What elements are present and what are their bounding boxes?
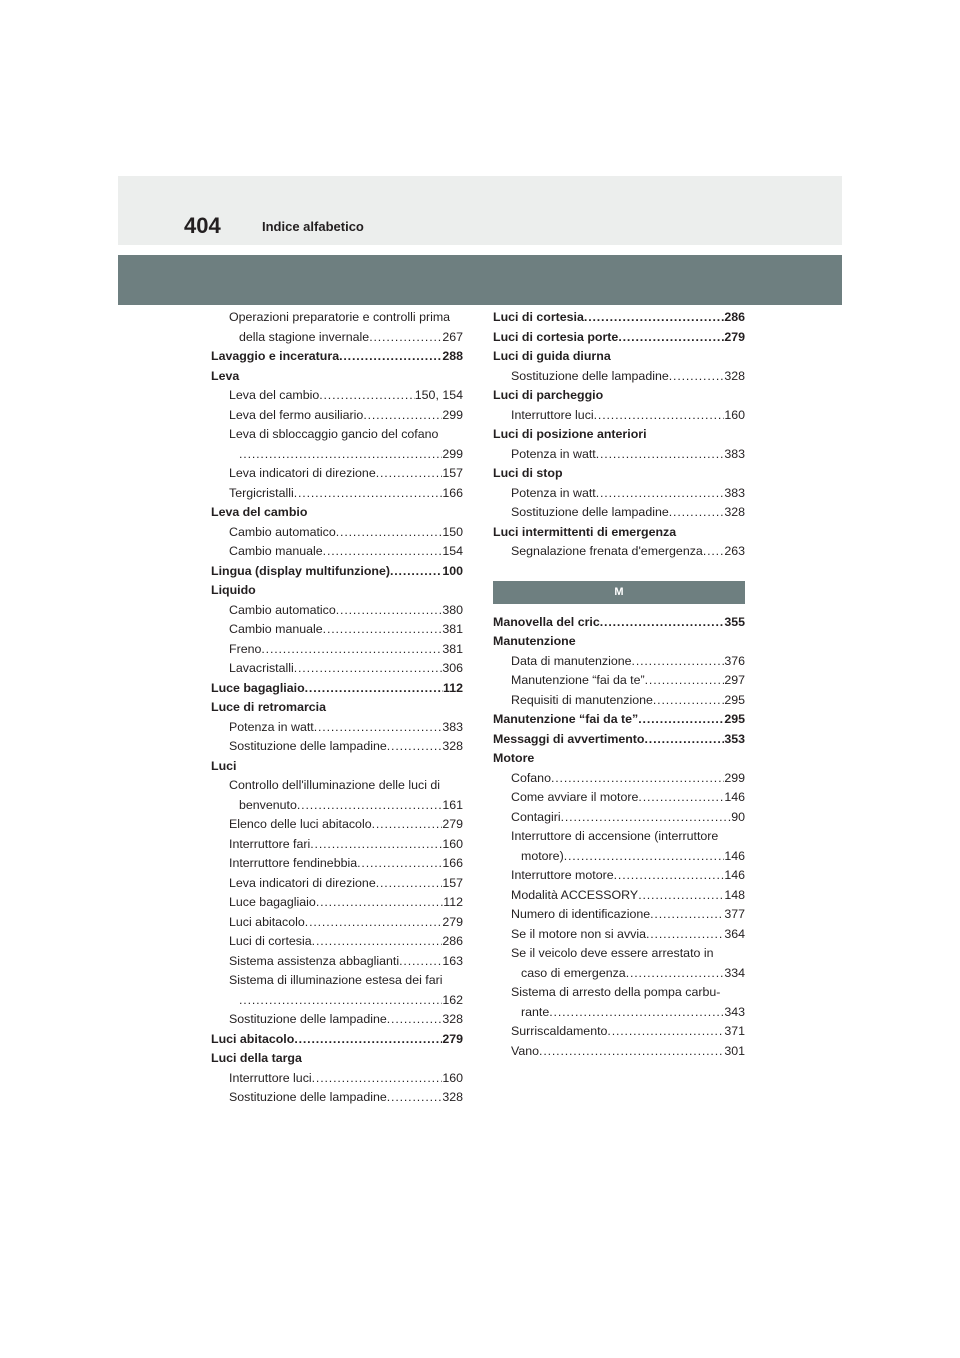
index-subentry: [493, 905, 745, 925]
entry-text: Interruttore motore: [511, 868, 614, 882]
page-reference: 297: [724, 673, 745, 687]
index-entry: [211, 679, 463, 699]
index-subentry: [211, 1069, 463, 1089]
page-reference: 279: [724, 329, 745, 344]
page-reference: 150, 154: [414, 388, 463, 402]
entry-text: Luce di retromarcia: [211, 700, 327, 714]
index-subentry: [211, 893, 463, 913]
entry-text: Lingua (display multifunzione): [211, 563, 390, 578]
index-entry: [493, 308, 745, 328]
entry-text: Luce bagagliaio: [211, 680, 305, 695]
index-entry: [493, 749, 745, 769]
dot-leader: [261, 640, 442, 660]
page-reference: 380: [442, 602, 463, 617]
index-entry: [211, 503, 463, 523]
index-subentry: [211, 1010, 463, 1030]
index-subentry: [211, 1088, 463, 1108]
entry-list-left: [211, 308, 463, 1108]
index-entry: [493, 328, 745, 348]
index-entry: [211, 757, 463, 777]
index-subentry: [211, 308, 463, 328]
page-reference: 299: [442, 407, 463, 422]
dot-leader: [363, 406, 442, 426]
dot-leader: [618, 328, 724, 348]
entry-text: Tergicristalli: [229, 485, 294, 500]
index-subentry: [493, 925, 745, 945]
dot-leader: [305, 679, 443, 699]
dot-leader: [294, 484, 443, 504]
page-reference: 161: [442, 797, 463, 812]
dot-leader: [310, 835, 442, 855]
page-reference: 267: [442, 329, 463, 344]
page-reference: 299: [724, 770, 745, 785]
entry-text: della stagione invernale: [239, 329, 370, 344]
entry-text: Luci: [211, 758, 237, 773]
entry-text: Interruttore fari: [229, 836, 311, 851]
dot-leader: [539, 1042, 724, 1062]
entry-list-right-bottom: [493, 613, 745, 1062]
entry-text: Leva del cambio: [229, 388, 320, 402]
page-reference: 376: [724, 653, 745, 668]
dot-leader: [703, 542, 725, 562]
entry-text: Data di manutenzione: [511, 653, 632, 668]
index-subentry: [493, 808, 745, 828]
index-entry-continuation: [211, 328, 463, 348]
entry-text: Leva indicatori di direzione: [229, 466, 376, 480]
entry-text: Luci abitacolo: [229, 914, 305, 929]
entry-text: Luci di parcheggio: [493, 388, 604, 402]
entry-text: Interruttore fendinebbia: [229, 856, 358, 870]
dot-leader: [584, 308, 724, 328]
index-subentry: [493, 503, 745, 523]
entry-text: Luci di cortesia porte: [493, 329, 619, 344]
page-reference: 100: [442, 563, 463, 578]
dot-leader: [372, 815, 443, 835]
dot-leader: [607, 1022, 724, 1042]
entry-text: Se il veicolo deve essere arrestato in: [511, 946, 714, 960]
entry-text: Freno: [229, 641, 262, 656]
dot-leader: [376, 874, 443, 894]
page-reference: 353: [724, 731, 745, 746]
page-reference: 112: [443, 895, 463, 909]
index-subentry: [493, 484, 745, 504]
index-subentry: [493, 1022, 745, 1042]
entry-text: Leva del fermo ausiliario: [229, 407, 364, 422]
index-subentry: [211, 523, 463, 543]
dot-leader: [336, 601, 443, 621]
page-reference: 166: [442, 856, 463, 870]
page-reference: 381: [442, 641, 463, 656]
index-subentry: [493, 652, 745, 672]
index-subentry: [493, 944, 745, 964]
entry-text: Requisiti di manutenzione: [511, 692, 653, 707]
dot-leader: [650, 905, 724, 925]
page-reference: 163: [442, 953, 463, 968]
page-reference: 295: [724, 712, 745, 726]
entry-text: Luci di cortesia: [493, 310, 584, 324]
section-title: Indice alfabetico: [262, 219, 364, 234]
index-subentry: [211, 932, 463, 952]
entry-text: Leva: [211, 368, 240, 383]
dot-leader: [339, 347, 442, 367]
page-reference: 263: [724, 544, 745, 558]
index-subentry: [493, 983, 745, 1003]
dot-leader: [294, 659, 443, 679]
entry-text: Luci abitacolo: [211, 1031, 295, 1046]
letter-section-label: M: [614, 586, 624, 598]
page-reference: 160: [442, 836, 463, 851]
entry-text: Motore: [493, 751, 535, 765]
dot-leader: [319, 386, 415, 406]
page-reference: 160: [724, 407, 745, 422]
index-column-left: [211, 308, 463, 1108]
entry-text: Liquido: [211, 583, 256, 597]
entry-text: Manutenzione “fai da te”: [493, 712, 639, 726]
dot-leader: [646, 925, 724, 945]
index-subentry: [211, 425, 463, 445]
page-reference: 146: [724, 848, 745, 863]
page-reference: 112: [443, 680, 463, 695]
page-reference: 288: [442, 349, 463, 363]
index-subentry: [493, 769, 745, 789]
dot-leader: [357, 854, 442, 874]
dot-leader: [323, 542, 443, 562]
dot-leader: [323, 620, 443, 640]
index-subentry: [493, 671, 745, 691]
entry-text: Manovella del cric: [493, 614, 600, 629]
entry-text: Potenza in watt: [229, 719, 314, 734]
index-subentry: [211, 464, 463, 484]
page-reference: 328: [724, 505, 745, 519]
entry-text: Leva del cambio: [211, 505, 308, 519]
dot-leader: [551, 769, 724, 789]
index-entry-continuation: [211, 796, 463, 816]
index-subentry: [493, 866, 745, 886]
dot-leader: [387, 737, 443, 757]
entry-text: Potenza in watt: [511, 485, 596, 500]
entry-text: Operazioni preparatorie e controlli prima: [229, 310, 451, 324]
entry-list-right-top: [493, 308, 745, 562]
index-subentry: [211, 718, 463, 738]
index-entry-continuation: [493, 964, 745, 984]
entry-text: Interruttore luci: [229, 1070, 312, 1085]
dot-leader: [614, 866, 725, 886]
index-subentry: [211, 776, 463, 796]
page-reference: 150: [442, 524, 463, 539]
index-subentry: [211, 601, 463, 621]
entry-text: Luci di cortesia: [229, 934, 312, 948]
page-reference: 383: [724, 446, 745, 461]
entry-text: Surriscaldamento: [511, 1024, 608, 1038]
dot-leader: [549, 1003, 724, 1023]
page-number: 404: [184, 213, 221, 238]
index-subentry: [493, 827, 745, 847]
page-reference: 146: [724, 790, 745, 804]
page-reference: 90: [731, 809, 745, 824]
entry-text: Luci di guida diurna: [493, 349, 611, 363]
entry-text: motore): [521, 848, 564, 863]
entry-text: Elenco delle luci abitacolo: [229, 817, 372, 831]
dot-leader: [297, 796, 442, 816]
index-subentry: [211, 874, 463, 894]
entry-text: Lavacristalli: [229, 661, 294, 675]
entry-text: Cambio automatico: [229, 524, 336, 539]
index-entry: [493, 425, 745, 445]
page-reference: 160: [442, 1070, 463, 1085]
entry-text: Luci di stop: [493, 466, 563, 480]
page-reference: 154: [442, 544, 463, 558]
dot-leader: [312, 932, 443, 952]
page-reference: 157: [442, 875, 463, 890]
index-entry: [211, 1030, 463, 1050]
entry-text: Potenza in watt: [511, 446, 596, 461]
dot-leader: [390, 562, 442, 582]
dot-leader: [645, 730, 725, 750]
entry-text: Luci di posizione anteriori: [493, 427, 647, 441]
dot-leader: [638, 710, 724, 730]
index-subentry: [493, 886, 745, 906]
dot-leader: [376, 464, 443, 484]
dot-leader: [638, 886, 724, 906]
index-entry-continuation: [493, 1003, 745, 1023]
index-entry-continuation: [211, 991, 463, 1011]
entry-text: Interruttore di accensione (interruttore: [511, 829, 719, 843]
entry-text: Modalità ACCESSORY: [511, 887, 639, 902]
page-reference: 299: [442, 446, 463, 461]
index-entry: [211, 347, 463, 367]
page-reference: 371: [724, 1024, 745, 1038]
index-subentry: [211, 913, 463, 933]
index-subentry: [211, 659, 463, 679]
dot-leader: [336, 523, 443, 543]
dot-leader: [596, 445, 725, 465]
index-entry: [493, 730, 745, 750]
page-reference: 328: [442, 1090, 463, 1104]
index-subentry: [493, 691, 745, 711]
page-reference: 279: [442, 914, 463, 929]
header-dark-band: [118, 255, 842, 305]
entry-text: benvenuto: [239, 797, 297, 812]
dot-leader: [596, 484, 725, 504]
page-reference: 286: [724, 310, 745, 324]
entry-text: Cambio manuale: [229, 622, 323, 636]
index-subentry: [211, 484, 463, 504]
letter-section-header: [493, 581, 745, 604]
page-reference: 328: [442, 1012, 463, 1026]
dot-leader: [312, 1069, 443, 1089]
index-entry: [211, 562, 463, 582]
index-entry: [493, 613, 745, 633]
entry-text: Controllo dell'illuminazione delle luci di: [229, 778, 441, 792]
entry-text: Sistema di illuminazione estesa dei fari: [229, 973, 443, 987]
entry-text: Sostituzione delle lampadine: [229, 739, 387, 753]
page-reference: 157: [442, 466, 463, 480]
index-column-right: [493, 308, 745, 1061]
index-entry: [211, 367, 463, 387]
index-subentry: [493, 445, 745, 465]
page-reference: 364: [724, 926, 745, 941]
index-subentry: [211, 971, 463, 991]
entry-text: Luci della targa: [211, 1051, 302, 1065]
index-subentry: [211, 737, 463, 757]
entry-text: caso di emergenza: [521, 965, 626, 980]
page-reference: 162: [442, 992, 463, 1007]
entry-text: Interruttore luci: [511, 407, 594, 422]
entry-text: Vano: [511, 1043, 540, 1058]
index-subentry: [211, 542, 463, 562]
entry-text: Cambio manuale: [229, 544, 323, 558]
page-reference: 279: [442, 817, 463, 831]
dot-leader: [564, 847, 725, 867]
index-subentry: [493, 1042, 745, 1062]
index-entry: [493, 464, 745, 484]
dot-leader: [369, 328, 442, 348]
entry-text: rante: [521, 1004, 550, 1019]
dot-leader: [294, 1030, 442, 1050]
page-reference: 148: [724, 887, 745, 902]
page-reference: 146: [724, 868, 745, 882]
page-reference: 286: [442, 934, 463, 948]
index-subentry: [211, 815, 463, 835]
page-reference: 328: [442, 739, 463, 753]
dot-leader: [305, 913, 443, 933]
dot-leader: [316, 893, 443, 913]
entry-text: Sostituzione delle lampadine: [511, 368, 669, 383]
page-reference: 377: [724, 907, 745, 921]
entry-text: Leva di sbloccaggio gancio del cofano: [229, 427, 439, 441]
index-subentry: [211, 835, 463, 855]
page-reference: 166: [442, 485, 463, 500]
index-entry: [211, 1049, 463, 1069]
header-band: [118, 176, 842, 245]
index-entry: [493, 386, 745, 406]
entry-text: Segnalazione frenata d'emergenza: [511, 544, 703, 558]
entry-text: Manutenzione “fai da te”: [511, 673, 645, 687]
index-subentry: [211, 386, 463, 406]
dot-leader: [645, 671, 725, 691]
index-subentry: [493, 367, 745, 387]
dot-leader: [239, 445, 442, 465]
index-subentry: [211, 640, 463, 660]
entry-text: Sostituzione delle lampadine: [229, 1012, 387, 1026]
index-entry: [493, 347, 745, 367]
dot-leader: [653, 691, 724, 711]
dot-leader: [600, 613, 725, 633]
dot-leader: [239, 991, 442, 1011]
page-reference: 343: [724, 1004, 745, 1019]
index-subentry: [493, 542, 745, 562]
page-reference: 383: [442, 719, 463, 734]
index-entry: [493, 632, 745, 652]
dot-leader: [594, 406, 725, 426]
page-reference: 295: [724, 692, 745, 707]
index-subentry: [211, 406, 463, 426]
dot-leader: [399, 952, 442, 972]
index-subentry: [493, 788, 745, 808]
entry-text: Numero di identificazione: [511, 907, 651, 921]
page-reference: 328: [724, 368, 745, 383]
index-entry-continuation: [493, 847, 745, 867]
dot-leader: [638, 788, 724, 808]
dot-leader: [626, 964, 725, 984]
page-reference: 381: [442, 622, 463, 636]
index-subentry: [493, 406, 745, 426]
entry-text: Sistema assistenza abbaglianti: [229, 953, 400, 968]
dot-leader: [669, 503, 725, 523]
dot-leader: [669, 367, 725, 387]
index-entry: [211, 581, 463, 601]
entry-text: Contagiri: [511, 809, 561, 824]
page-reference: 383: [724, 485, 745, 500]
entry-text: Sostituzione delle lampadine: [229, 1090, 387, 1104]
entry-text: Messaggi di avvertimento: [493, 731, 645, 746]
page-reference: 355: [724, 614, 745, 629]
dot-leader: [632, 652, 725, 672]
index-entry-continuation: [211, 445, 463, 465]
index-subentry: [211, 620, 463, 640]
index-subentry: [211, 952, 463, 972]
page-reference: 279: [442, 1031, 463, 1046]
index-entry: [211, 698, 463, 718]
index-subentry: [211, 854, 463, 874]
page-reference: 334: [724, 965, 745, 980]
entry-text: Leva indicatori di direzione: [229, 875, 376, 890]
entry-text: Manutenzione: [493, 634, 576, 648]
entry-text: Se il motore non si avvia: [511, 926, 646, 941]
entry-text: Luce bagagliaio: [229, 895, 316, 909]
entry-text: Come avviare il motore: [511, 790, 639, 804]
index-entry: [493, 523, 745, 543]
dot-leader: [387, 1088, 443, 1108]
entry-text: Cambio automatico: [229, 602, 336, 617]
dot-leader: [561, 808, 732, 828]
entry-text: Sistema di arresto della pompa carbu-: [511, 985, 721, 999]
index-entry: [493, 710, 745, 730]
dot-leader: [387, 1010, 443, 1030]
entry-text: Cofano: [511, 770, 551, 785]
entry-text: Lavaggio e inceratura: [211, 349, 340, 363]
dot-leader: [314, 718, 443, 738]
page-reference: 301: [724, 1043, 745, 1058]
entry-text: Sostituzione delle lampadine: [511, 505, 669, 519]
entry-text: Luci intermittenti di emergenza: [493, 524, 677, 539]
page-reference: 306: [442, 661, 463, 675]
